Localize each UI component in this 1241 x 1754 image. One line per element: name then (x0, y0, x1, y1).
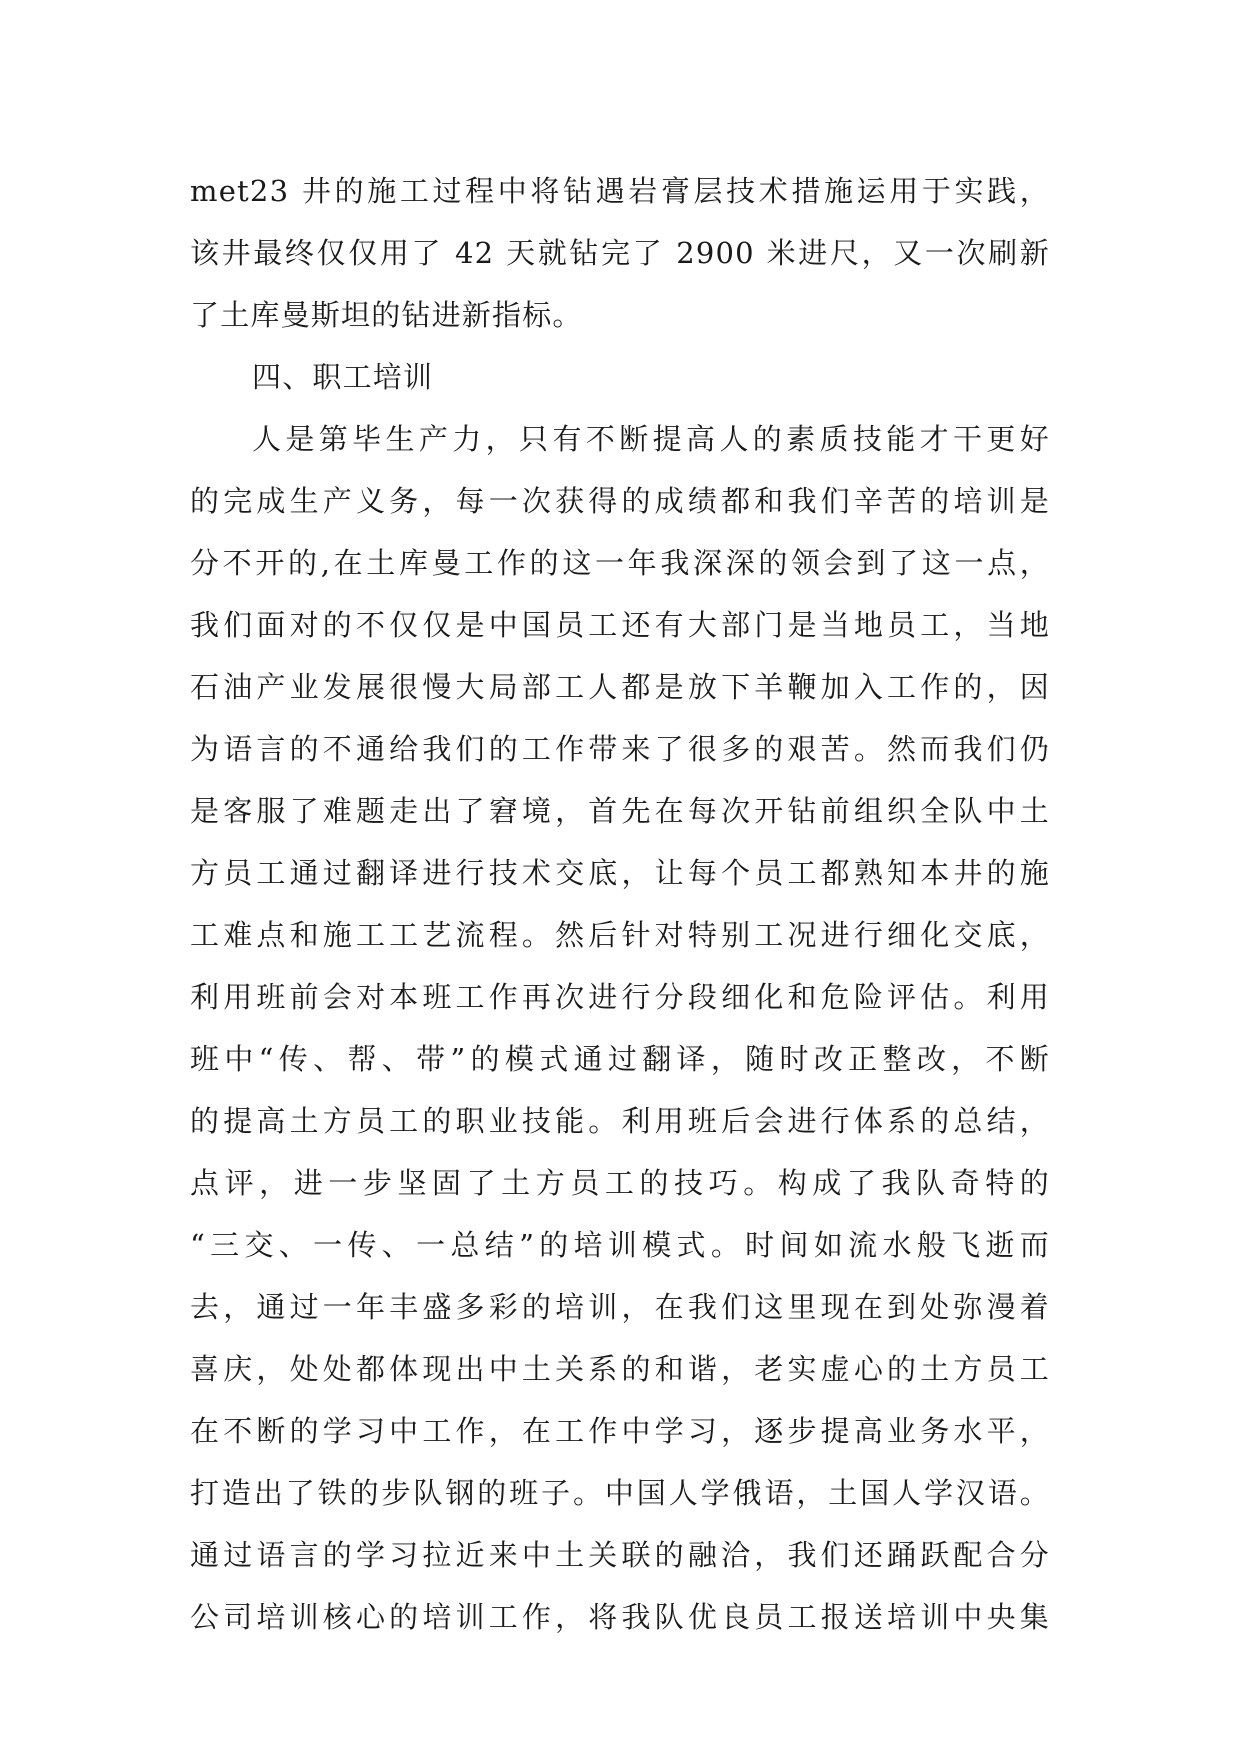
text-line: 去，通过一年丰盛多彩的培训，在我们这里现在到处弥漫着 (190, 1290, 1050, 1324)
text-line: 我们面对的不仅仅是中国员工还有大部门是当地员工，当地 (190, 608, 1050, 642)
text-line: 打造出了铁的步队钢的班子。中国人学俄语，土国人学汉语。 (190, 1476, 1050, 1510)
text-line: 该井最终仅仅用了 42 天就钻完了 2900 米进尺，又一次刷新 (190, 236, 1050, 270)
text-line: 利用班前会对本班工作再次进行分段细化和危险评估。利用 (190, 980, 1050, 1014)
text-line: 了土库曼斯坦的钻进新指标。 (190, 298, 583, 332)
text-line: “三交、一传、一总结”的培训模式。时间如流水般飞逝而 (190, 1228, 1050, 1262)
text-line: met23 井的施工过程中将钻遇岩膏层技术措施运用于实践， (190, 174, 1050, 208)
text-line: 的提高土方员工的职业技能。利用班后会进行体系的总结， (190, 1104, 1050, 1138)
text-line: 工难点和施工工艺流程。然后针对特别工况进行细化交底， (190, 918, 1050, 952)
text-line: 班中“传、帮、带”的模式通过翻译，随时改正整改，不断 (190, 1042, 1050, 1076)
body-text (190, 160, 1050, 1648)
text-line: 喜庆，处处都体现出中土关系的和谐，老实虚心的土方员工 (190, 1352, 1050, 1386)
text-line: 为语言的不通给我们的工作带来了很多的艰苦。然而我们仍 (190, 732, 1050, 766)
paragraph-first-line: 人是第毕生产力，只有不断提高人的素质技能才干更好 (252, 422, 1050, 456)
text-line: 石油产业发展很慢大局部工人都是放下羊鞭加入工作的，因 (190, 670, 1050, 704)
text-line: 点评，进一步坚固了土方员工的技巧。构成了我队奇特的 (190, 1166, 1050, 1200)
text-line: 分不开的,在土库曼工作的这一年我深深的领会到了这一点， (190, 546, 1050, 580)
text-line: 公司培训核心的培训工作，将我队优良员工报送培训中央集 (190, 1600, 1050, 1634)
text-line: 的完成生产义务，每一次获得的成绩都和我们辛苦的培训是 (190, 484, 1050, 518)
text-line: 在不断的学习中工作，在工作中学习，逐步提高业务水平， (190, 1414, 1050, 1448)
text-line: 方员工通过翻译进行技术交底，让每个员工都熟知本井的施 (190, 856, 1050, 890)
text-line: 通过语言的学习拉近来中土关联的融洽，我们还踊跃配合分 (190, 1538, 1050, 1572)
text-line: 是客服了难题走出了窘境，首先在每次开钻前组织全队中土 (190, 794, 1050, 828)
section-heading: 四、职工培训 (252, 360, 434, 394)
